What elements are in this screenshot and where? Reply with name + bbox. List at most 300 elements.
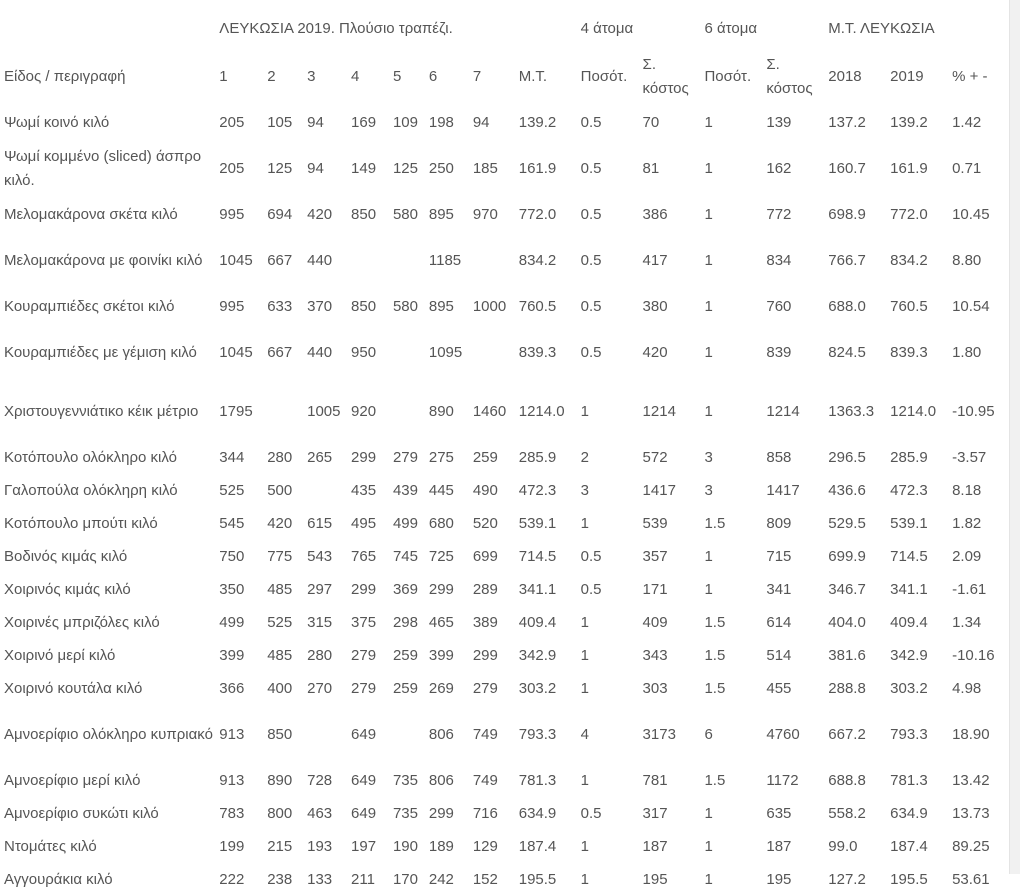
table-cell: 634.9 — [890, 804, 928, 822]
table-cell: 0.5 — [580, 343, 602, 361]
item-description-cell: Βοδινός κιμάς κιλό — [4, 547, 128, 565]
table-cell: 149 — [351, 159, 377, 177]
header-group-mt-lefkosia: Μ.Τ. ΛΕΥΚΩΣΙΑ — [828, 20, 935, 37]
table-cell: 1 — [704, 113, 713, 131]
table-cell: 1185 — [428, 251, 462, 269]
table-cell: 824.5 — [828, 343, 866, 361]
table-cell: 440 — [307, 251, 333, 269]
table-cell: 735 — [392, 771, 418, 789]
column-header: 2 — [267, 68, 276, 85]
table-row — [0, 797, 1020, 830]
table-cell: 529.5 — [828, 514, 866, 532]
table-cell: 749 — [472, 771, 498, 789]
table-cell: 895 — [428, 297, 454, 315]
table-cell: 139.2 — [518, 113, 557, 131]
table-cell: 649 — [351, 725, 377, 743]
header-empty-cell — [0, 10, 215, 48]
table-cell: 3 — [580, 481, 589, 499]
table-cell: 109 — [392, 113, 418, 131]
table-cell: 343 — [642, 646, 668, 664]
column-header: 2018 — [828, 68, 862, 85]
table-cell: 539.1 — [890, 514, 928, 532]
table-cell: 1214.0 — [890, 402, 937, 420]
table-cell: 8.80 — [952, 251, 982, 269]
table-cell: 215 — [267, 837, 293, 855]
table-cell: 572 — [642, 448, 668, 466]
item-description-cell: Χοιρινός κιμάς κιλό — [4, 580, 131, 598]
table-cell: 81 — [642, 159, 660, 177]
table-cell: 436.6 — [828, 481, 866, 499]
table-cell: 775 — [267, 547, 293, 565]
table-cell: 485 — [267, 646, 293, 664]
table-cell: 299 — [351, 580, 377, 598]
column-header: % + - — [952, 68, 988, 85]
table-cell — [469, 323, 515, 382]
table-cell: 545 — [219, 514, 245, 532]
table-cell: 6 — [704, 725, 713, 743]
table-cell: 2 — [580, 448, 589, 466]
table-cell: 1 — [580, 402, 589, 420]
table-cell: 417 — [642, 251, 668, 269]
column-header: Ποσότ. — [704, 68, 752, 85]
header-group-row — [0, 10, 1020, 48]
column-header: 3 — [307, 68, 316, 85]
table-cell: 386 — [642, 205, 668, 223]
table-cell: 1 — [704, 580, 713, 598]
table-cell: 280 — [307, 646, 333, 664]
column-header: 6 — [428, 68, 438, 85]
table-cell: 315 — [307, 613, 333, 631]
table-cell: 350 — [219, 580, 245, 598]
table-cell: 514 — [766, 646, 792, 664]
table-cell: 781 — [642, 771, 668, 789]
table-cell: 1.5 — [704, 771, 726, 789]
table-cell: 920 — [351, 402, 377, 420]
table-cell: 195 — [642, 870, 668, 888]
table-cell: -10.16 — [952, 646, 995, 664]
table-cell: 1417 — [766, 481, 800, 499]
table-cell: 375 — [351, 613, 377, 631]
table-cell: 13.42 — [952, 771, 990, 789]
table-cell: 439 — [392, 481, 418, 499]
item-description-cell: Κουραμπιέδες σκέτοι κιλό — [4, 297, 175, 315]
table-cell: 342.9 — [890, 646, 928, 664]
table-row — [0, 863, 1020, 896]
table-cell: 195.5 — [890, 870, 928, 888]
header-group-4-persons: 4 άτομα — [580, 20, 634, 37]
table-cell: 298 — [392, 613, 418, 631]
table-cell: 187 — [766, 837, 792, 855]
table-cell: 995 — [219, 297, 245, 315]
table-cell: 634.9 — [518, 804, 557, 822]
table-row — [0, 139, 1020, 198]
table-row — [0, 830, 1020, 863]
table-cell: 139 — [766, 113, 792, 131]
table-cell: 760 — [766, 297, 792, 315]
table-row — [0, 231, 1020, 290]
table-cell: 745 — [392, 547, 418, 565]
table-cell: 1.5 — [704, 646, 726, 664]
table-cell: 1 — [704, 402, 713, 420]
item-description-cell: Αμνοερίφιο μερί κιλό — [4, 771, 141, 789]
table-cell: 850 — [351, 205, 377, 223]
item-description-cell: Μελομακάρονα σκέτα κιλό — [4, 205, 178, 223]
table-cell: 895 — [428, 205, 454, 223]
table-cell: 299 — [428, 580, 454, 598]
table-cell: 667 — [267, 251, 293, 269]
table-cell: 760.5 — [890, 297, 928, 315]
table-cell — [469, 231, 515, 290]
table-cell: -10.95 — [952, 402, 995, 420]
column-header: Μ.Τ. — [518, 68, 548, 85]
table-cell: 1 — [704, 297, 713, 315]
table-cell: 580 — [392, 297, 418, 315]
item-description-cell: Ψωμί κομμένο (sliced) άσπρο κιλό. — [4, 147, 202, 189]
table-cell: 297 — [307, 580, 333, 598]
table-cell: 3 — [704, 448, 713, 466]
table-cell: 1.82 — [952, 514, 982, 532]
table-cell: 772.0 — [518, 205, 557, 223]
table-cell: 279 — [351, 679, 377, 697]
table-cell: 129 — [472, 837, 498, 855]
table-cell: 749 — [472, 725, 498, 743]
table-cell: 850 — [351, 297, 377, 315]
table-row — [0, 540, 1020, 573]
table-cell: 205 — [219, 113, 245, 131]
table-cell: 435 — [351, 481, 377, 499]
table-cell: 133 — [307, 870, 333, 888]
table-cell: 211 — [351, 870, 375, 888]
table-cell: 187.4 — [890, 837, 928, 855]
table-cell: 772 — [766, 205, 792, 223]
table-cell: 1.5 — [704, 514, 726, 532]
table-cell: 970 — [472, 205, 498, 223]
column-header: 1 — [219, 68, 228, 85]
table-cell: 1 — [580, 771, 589, 789]
table-cell: 760.5 — [518, 297, 557, 315]
table-cell: 1214 — [766, 402, 800, 420]
table-cell: 420 — [642, 343, 668, 361]
table-cell: 275 — [428, 448, 454, 466]
table-cell: 139.2 — [890, 113, 928, 131]
table-cell: 699 — [472, 547, 498, 565]
table-cell: 3173 — [642, 725, 676, 743]
table-cell: 1.34 — [952, 613, 982, 631]
item-description-cell: Κουραμπιέδες με γέμιση κιλό — [4, 343, 197, 361]
table-cell: 525 — [219, 481, 245, 499]
table-cell: 839.3 — [890, 343, 928, 361]
table-cell: 667.2 — [828, 725, 866, 743]
table-cell: 279 — [392, 448, 418, 466]
table-cell: 317 — [642, 804, 668, 822]
table-cell: 1214.0 — [518, 402, 565, 420]
item-description-cell: Χοιρινό μερί κιλό — [4, 646, 116, 664]
table-cell: 400 — [267, 679, 293, 697]
table-cell: 187.4 — [518, 837, 557, 855]
table-cell: 1417 — [642, 481, 676, 499]
table-cell: 299 — [472, 646, 498, 664]
table-row — [0, 507, 1020, 540]
table-cell — [263, 382, 303, 441]
table-cell: 1.5 — [704, 613, 726, 631]
table-cell: 279 — [351, 646, 377, 664]
table-cell: -3.57 — [952, 448, 987, 466]
table-cell: 539.1 — [518, 514, 557, 532]
table-cell: 1460 — [472, 402, 507, 420]
table-cell: 950 — [351, 343, 377, 361]
table-cell: 344 — [219, 448, 245, 466]
table-cell: 1005 — [307, 402, 341, 420]
table-row — [0, 606, 1020, 639]
table-row — [0, 573, 1020, 606]
table-cell: 699.9 — [828, 547, 866, 565]
table-cell: 680 — [428, 514, 454, 532]
table-cell: 490 — [472, 481, 498, 499]
table-row — [0, 198, 1020, 231]
column-header: 5 — [392, 68, 402, 85]
table-cell: 463 — [307, 804, 333, 822]
table-cell: 520 — [472, 514, 498, 532]
table-cell: 299 — [351, 448, 377, 466]
table-cell: 399 — [219, 646, 245, 664]
table-cell: 1.80 — [952, 343, 982, 361]
table-cell — [389, 705, 425, 764]
table-cell: 635 — [766, 804, 792, 822]
table-cell: 137.2 — [828, 113, 866, 131]
table-cell: 725 — [428, 547, 454, 565]
table-cell: 735 — [392, 804, 418, 822]
column-header: Ποσότ. — [580, 68, 628, 85]
table-cell: 99.0 — [828, 837, 858, 855]
table-cell: 766.7 — [828, 251, 866, 269]
table-cell: 1045 — [219, 343, 253, 361]
table-cell: 440 — [307, 343, 333, 361]
table-cell: -1.61 — [952, 580, 987, 598]
table-cell: 3 — [704, 481, 713, 499]
table-cell: 10.54 — [952, 297, 990, 315]
table-cell — [347, 231, 389, 290]
table-cell: 152 — [472, 870, 498, 888]
header-group-lefkosia-2019: ΛΕΥΚΩΣΙΑ 2019. Πλούσιο τραπέζι. — [219, 20, 453, 37]
table-cell: 127.2 — [828, 870, 866, 888]
table-cell: 280 — [267, 448, 293, 466]
table-cell: 0.5 — [580, 297, 602, 315]
table-cell: 485 — [267, 580, 293, 598]
table-cell: 369 — [392, 580, 418, 598]
column-header: Είδος / περιγραφή — [4, 68, 126, 85]
table-cell: 4.98 — [952, 679, 982, 697]
table-cell: 688.8 — [828, 771, 866, 789]
item-description-cell: Αγγουράκια κιλό — [4, 870, 113, 888]
table-cell: 171 — [642, 580, 668, 598]
table-cell: 381.6 — [828, 646, 866, 664]
table-cell: 539 — [642, 514, 668, 532]
item-description-cell: Γαλοπούλα ολόκληρη κιλό — [4, 481, 178, 499]
table-cell: 499 — [219, 613, 245, 631]
header-group-6-persons: 6 άτομα — [704, 20, 758, 37]
table-row — [0, 474, 1020, 507]
table-cell: 189 — [428, 837, 454, 855]
table-cell: 341.1 — [518, 580, 557, 598]
table-cell: 1 — [704, 205, 713, 223]
table-cell: 366 — [219, 679, 245, 697]
table-cell: 162 — [766, 159, 792, 177]
table-cell: 1795 — [219, 402, 253, 420]
table-cell — [389, 231, 425, 290]
table-cell: 404.0 — [828, 613, 866, 631]
table-cell: 850 — [267, 725, 293, 743]
table-cell: 913 — [219, 771, 245, 789]
table-cell: 238 — [267, 870, 293, 888]
item-description-cell: Ψωμί κοινό κιλό — [4, 113, 110, 131]
table-cell: 1045 — [219, 251, 253, 269]
item-description-cell: Κοτόπουλο ολόκληρο κιλό — [4, 448, 177, 466]
item-description-cell: Αμνοερίφιο συκώτι κιλό — [4, 804, 159, 822]
table-cell: 1 — [704, 870, 713, 888]
table-cell: 409.4 — [518, 613, 557, 631]
table-cell: 380 — [642, 297, 668, 315]
table-cell: 1.5 — [704, 679, 726, 697]
table-cell: 289 — [472, 580, 498, 598]
table-cell: 890 — [267, 771, 293, 789]
table-row — [0, 639, 1020, 672]
price-comparison-table — [0, 10, 1020, 896]
table-row — [0, 672, 1020, 705]
table-cell: 0.5 — [580, 804, 602, 822]
table-row — [0, 764, 1020, 797]
table-cell: 341 — [766, 580, 792, 598]
table-cell: 222 — [219, 870, 245, 888]
table-cell — [389, 382, 425, 441]
table-cell: 70 — [642, 113, 660, 131]
table-cell: 389 — [472, 613, 498, 631]
table-cell: 342.9 — [518, 646, 557, 664]
table-cell: 793.3 — [518, 725, 557, 743]
table-cell: 1 — [580, 613, 589, 631]
table-cell: 1 — [704, 804, 713, 822]
table-cell: 716 — [472, 804, 498, 822]
table-cell — [303, 474, 347, 507]
table-cell: 455 — [766, 679, 792, 697]
table-cell: 1363.3 — [828, 402, 875, 420]
table-cell: 105 — [267, 113, 293, 131]
table-cell: 303.2 — [518, 679, 557, 697]
table-cell: 499 — [392, 514, 418, 532]
table-cell: 296.5 — [828, 448, 866, 466]
table-cell: 94 — [307, 113, 324, 131]
item-description-cell: Χοιρινές μπριζόλες κιλό — [4, 613, 160, 631]
table-cell: 4 — [580, 725, 589, 743]
table-cell: 465 — [428, 613, 454, 631]
column-header: Σ. κόστος — [642, 56, 689, 97]
table-cell: 195 — [766, 870, 792, 888]
table-cell — [389, 323, 425, 382]
table-cell: 161.9 — [890, 159, 928, 177]
table-cell: 772.0 — [890, 205, 928, 223]
table-cell: 500 — [267, 481, 293, 499]
item-description-cell: Κοτόπουλο μπούτι κιλό — [4, 514, 158, 532]
table-cell: 285.9 — [518, 448, 557, 466]
table-cell: 94 — [307, 159, 324, 177]
table-cell: 299 — [428, 804, 454, 822]
table-cell: 2.09 — [952, 547, 982, 565]
table-cell: 667 — [267, 343, 293, 361]
table-cell: 198 — [428, 113, 454, 131]
column-header: Σ. κόστος — [766, 56, 813, 97]
table-cell: 169 — [351, 113, 377, 131]
table-cell: 13.73 — [952, 804, 990, 822]
column-header: 4 — [351, 68, 360, 85]
table-cell: 783 — [219, 804, 245, 822]
table-cell: 0.5 — [580, 547, 602, 565]
table-cell: 839 — [766, 343, 792, 361]
table-cell: 357 — [642, 547, 668, 565]
table-cell: 1.42 — [952, 113, 982, 131]
table-cell: 10.45 — [952, 205, 990, 223]
table-cell: 409.4 — [890, 613, 928, 631]
table-cell: 170 — [392, 870, 418, 888]
table-cell — [303, 705, 347, 764]
table-cell: 445 — [428, 481, 454, 499]
table-cell: 781.3 — [890, 771, 928, 789]
table-cell: 890 — [428, 402, 454, 420]
table-cell: 649 — [351, 771, 377, 789]
table-cell: 834 — [766, 251, 792, 269]
table-row — [0, 323, 1020, 382]
table-cell: 1 — [704, 343, 713, 361]
table-cell: 270 — [307, 679, 333, 697]
table-cell: 472.3 — [890, 481, 928, 499]
table-cell: 913 — [219, 725, 245, 743]
table-cell: 190 — [392, 837, 418, 855]
table-cell: 125 — [392, 159, 418, 177]
header-column-row — [0, 48, 1020, 106]
table-cell: 94 — [472, 113, 490, 131]
table-cell: 409 — [642, 613, 668, 631]
table-cell: 0.71 — [952, 159, 982, 177]
table-cell: 193 — [307, 837, 333, 855]
table-cell: 728 — [307, 771, 333, 789]
table-cell: 89.25 — [952, 837, 990, 855]
table-cell: 1172 — [766, 771, 799, 789]
table-cell: 715 — [766, 547, 792, 565]
table-cell: 495 — [351, 514, 377, 532]
table-cell: 806 — [428, 725, 454, 743]
table-cell: 839.3 — [518, 343, 557, 361]
table-cell: 781.3 — [518, 771, 557, 789]
table-cell: 809 — [766, 514, 792, 532]
item-description-cell: Χριστουγεννιάτικο κέικ μέτριο — [4, 402, 199, 420]
table-cell: 259 — [392, 679, 418, 697]
item-description-cell: Χοιρινό κουτάλα κιλό — [4, 679, 143, 697]
table-cell: 242 — [428, 870, 454, 888]
table-cell: 1 — [704, 547, 713, 565]
table-cell: 4760 — [766, 725, 800, 743]
table-cell: 614 — [766, 613, 792, 631]
table-cell: 580 — [392, 205, 418, 223]
table-cell: 269 — [428, 679, 454, 697]
table-cell: 714.5 — [890, 547, 928, 565]
table-cell: 1 — [580, 679, 589, 697]
scrollbar-track[interactable] — [1009, 0, 1020, 874]
table-cell: 649 — [351, 804, 377, 822]
table-cell: 558.2 — [828, 804, 866, 822]
table-cell: 205 — [219, 159, 245, 177]
table-cell: 525 — [267, 613, 293, 631]
table-cell: 834.2 — [890, 251, 928, 269]
table-cell: 800 — [267, 804, 293, 822]
table-cell: 195.5 — [518, 870, 557, 888]
